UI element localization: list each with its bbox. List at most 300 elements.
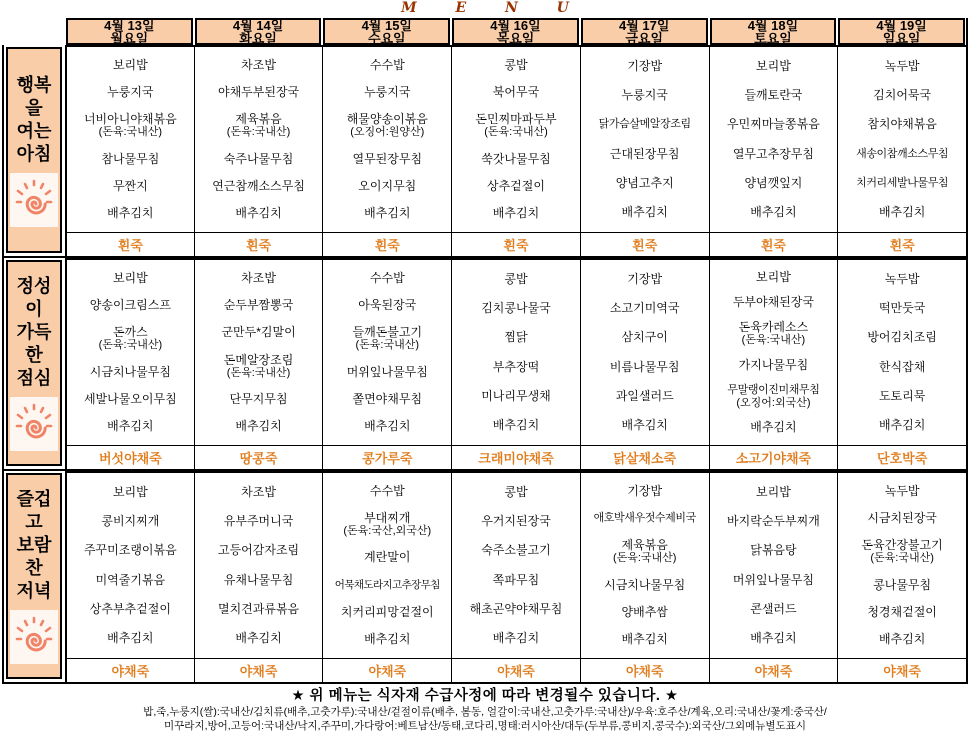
- menu-item: [504, 486, 527, 499]
- menu-item-name: 배추김치: [364, 631, 411, 646]
- origin-note: (돈육:국내산): [870, 552, 934, 565]
- section-label-line: 점심: [16, 368, 52, 388]
- menu-item-name: 콘샐러드: [750, 601, 797, 616]
- section-label-line: 아침: [16, 143, 52, 164]
- menu-item: [616, 177, 674, 190]
- menu-item: [622, 206, 668, 219]
- menu-item-name: 김치어묵국: [873, 88, 932, 103]
- menu-item: [224, 354, 294, 379]
- menu-item-name: 배추김치: [621, 417, 668, 432]
- menu-item: [101, 515, 159, 528]
- origin-note: (돈육:국내산): [741, 334, 806, 347]
- menu-item: [744, 89, 802, 102]
- menu-item-name: 과일샐러드: [615, 388, 674, 403]
- menu-item-name: 미역줄기볶음: [95, 572, 166, 587]
- menu-item: [867, 118, 937, 131]
- menu-item-name: 배추김치: [750, 204, 797, 219]
- menu-item: [627, 60, 662, 73]
- menu-item-name: 근대된장무침: [609, 146, 680, 161]
- menu-item: [879, 206, 925, 219]
- menu-item-name: 고등어감자조림: [217, 543, 300, 558]
- menu-item-name: 시금치나물무침: [89, 364, 171, 379]
- menu-item: [856, 148, 948, 161]
- menu-cell: [451, 45, 580, 232]
- menu-item: [504, 273, 527, 286]
- section-label-cell-dinner: [2, 471, 65, 684]
- origin-note: (돈육:국내산): [98, 339, 163, 352]
- menu-item: [610, 302, 680, 315]
- menu-item: [347, 113, 428, 138]
- menu-item-name: 우민찌마늘쫑볶음: [727, 117, 820, 132]
- menu-item-name: 주꾸미조랭이볶음: [83, 543, 177, 558]
- menu-item-name: 보리밥: [112, 271, 148, 286]
- section-label: [8, 488, 60, 603]
- menu-cell: [65, 471, 194, 658]
- menu-item: [610, 361, 680, 374]
- day-weekday: 금요일: [625, 30, 664, 46]
- menu-item: [885, 485, 920, 498]
- section-label-line: 여는: [16, 120, 52, 141]
- menu-item: [224, 299, 294, 312]
- menu-item-name: 배추김치: [878, 417, 926, 432]
- menu-cell: [322, 45, 451, 232]
- porridge-cell: 흰죽: [837, 232, 966, 258]
- day-date: 4월 14일: [232, 17, 284, 33]
- porridge-cell: 닭살채소죽: [580, 445, 709, 471]
- menu-item: [613, 539, 677, 564]
- menu-item: [594, 512, 696, 525]
- menu-item: [750, 206, 796, 219]
- menu-item-name: 누룽지국: [107, 85, 154, 100]
- menu-item-name: 머위잎나물무침: [346, 364, 428, 379]
- sun-spiral-icon: [10, 610, 58, 664]
- menu-item-name: 삼치구이: [621, 330, 668, 345]
- menu-item: [90, 299, 171, 312]
- menu-item: [727, 118, 820, 131]
- porridge-cell: 흰죽: [194, 232, 323, 258]
- menu-item: [481, 302, 551, 315]
- menu-item: [218, 86, 299, 99]
- menu-item-name: 치커리피망겉절이: [340, 604, 434, 619]
- menu-item-name: 배추김치: [235, 630, 282, 645]
- menu-cell: [580, 471, 709, 658]
- menu-item: [733, 574, 814, 587]
- day-header: [710, 18, 837, 45]
- menu-item: [241, 486, 276, 499]
- menu-cell: [194, 45, 323, 232]
- menu-item-name: 차조밥: [241, 485, 276, 500]
- menu-item-name: 쑥갓나물무침: [481, 151, 551, 166]
- menu-item: [224, 515, 294, 528]
- menu-item: [885, 273, 920, 286]
- day-header: [838, 18, 965, 45]
- menu-item-name: 군만두*김말이: [221, 325, 296, 340]
- menu-item-name: 가지나물무침: [738, 357, 809, 372]
- menu-item: [727, 384, 819, 409]
- menu-item-name: 상추부추겉절이: [89, 601, 171, 616]
- menu-item: [218, 603, 299, 616]
- menu-item-name: 배추김치: [107, 418, 154, 433]
- section-label-cell-lunch: [2, 258, 65, 471]
- menu-item-name: 녹두밥: [884, 484, 920, 499]
- menu-item-name: 유부주머니국: [223, 514, 294, 529]
- menu-cell: [580, 258, 709, 445]
- menu-item-name: 두부야채된장국: [732, 295, 814, 310]
- menu-item-name: 누룽지국: [621, 88, 668, 103]
- menu-cell: [322, 258, 451, 445]
- menu-item: [353, 326, 423, 351]
- sun-spiral-icon: [10, 173, 58, 227]
- menu-item: [84, 544, 177, 557]
- page-title: M E N U: [401, 0, 586, 16]
- menu-item-name: 배추김치: [750, 419, 797, 434]
- porridge-cell: 야채죽: [322, 658, 451, 684]
- menu-item: [90, 603, 171, 616]
- menu-item: [347, 366, 428, 379]
- menu-item: [493, 632, 539, 645]
- menu-item-name: 애호박새우젓수제비국: [593, 512, 696, 525]
- menu-item-name: 돈까스: [112, 325, 148, 340]
- menu-item: [622, 606, 668, 619]
- menu-item-name: 차조밥: [241, 58, 276, 73]
- menu-item: [99, 326, 163, 351]
- menu-item-name: 콩밥: [504, 58, 528, 73]
- menu-item: [750, 544, 796, 557]
- menu-item: [604, 579, 685, 592]
- menu-item-name: 한식잡채: [878, 359, 926, 374]
- origin-note: (오징어:원양산): [350, 126, 425, 139]
- menu-item: [504, 331, 527, 344]
- menu-item-name: 북어무국: [492, 85, 540, 100]
- origin-info-line2: 미꾸라지,방어,고등어:국내산/낙지,주꾸미,가다랑어:베트남산/동태,코다리,명태:러시아산/대두(두부류,콩비지,콩국수):외국산/그외메뉴별도표시: [164, 720, 806, 732]
- menu-item: [750, 603, 796, 616]
- menu-item-name: 도토리묵: [878, 388, 926, 403]
- menu-item: [470, 603, 563, 616]
- menu-item: [622, 331, 668, 344]
- menu-item-name: 계란말이: [364, 550, 411, 565]
- menu-item-name: 보리밥: [756, 270, 791, 285]
- menu-item: [96, 574, 166, 587]
- menu-item-name: 아욱된장국: [358, 298, 417, 313]
- porridge-cell: 야채죽: [580, 658, 709, 684]
- menu-item: [627, 273, 662, 286]
- menu-item-name: 미나리무생채: [481, 388, 551, 403]
- menu-item-name: 상추겉절이: [487, 178, 545, 193]
- corner-cell: [2, 18, 65, 45]
- menu-item-name: 무말랭이진미채무침: [727, 383, 820, 396]
- menu-item-name: 들깨토란국: [744, 88, 803, 103]
- porridge-cell: 흰죽: [65, 232, 194, 258]
- porridge-cell: 크래미야채죽: [451, 445, 580, 471]
- menu-item-name: 배추김치: [878, 204, 926, 219]
- origin-note: (오징어:외국산): [736, 396, 811, 409]
- menu-item: [341, 606, 434, 619]
- origin-note: (돈육:국내산): [226, 366, 291, 379]
- menu-item-name: 쫄면야채무침: [352, 391, 423, 406]
- day-date: 4월 17일: [618, 17, 670, 33]
- menu-item: [212, 180, 305, 193]
- menu-item: [487, 180, 545, 193]
- porridge-cell: 흰죽: [709, 232, 838, 258]
- menu-item-name: 양념고추지: [615, 175, 674, 190]
- day-weekday: 화요일: [239, 30, 277, 46]
- menu-item-name: 단무지무침: [229, 391, 288, 406]
- menu-item: [504, 59, 527, 72]
- menu-item: [364, 86, 410, 99]
- section-label-box: [6, 47, 62, 253]
- menu-cell: [709, 258, 838, 445]
- menu-item: [867, 331, 937, 344]
- menu-item: [101, 153, 159, 166]
- menu-item-name: 양송이크림스프: [89, 298, 171, 313]
- day-header: [66, 18, 193, 45]
- menu-item: [353, 153, 423, 166]
- menu-item-name: 수수밥: [369, 58, 405, 73]
- menu-item-name: 제육볶음: [621, 538, 668, 553]
- section-label-box: [6, 260, 62, 466]
- menu-item-name: 배추김치: [235, 205, 282, 220]
- menu-item: [230, 393, 288, 406]
- day-header: [323, 18, 450, 45]
- menu-item-name: 배추김치: [750, 630, 797, 645]
- menu-item-name: 배추김치: [364, 418, 411, 433]
- menu-item: [856, 177, 948, 190]
- menu-cell: [322, 471, 451, 658]
- menu-item-name: 기장밥: [627, 272, 663, 287]
- menu-item-name: 콩밥: [504, 272, 528, 287]
- menu-item: [627, 485, 662, 498]
- menu-item: [879, 390, 925, 403]
- menu-item-name: 부대찌개: [364, 511, 411, 526]
- menu-item: [879, 302, 925, 315]
- menu-item: [756, 271, 791, 284]
- menu-item-name: 연근참깨소스무침: [212, 178, 305, 193]
- porridge-cell: 흰죽: [580, 232, 709, 258]
- porridge-cell: 흰죽: [451, 232, 580, 258]
- menu-item-name: 녹두밥: [884, 59, 920, 74]
- menu-item-name: 해초곤약야채무침: [469, 601, 563, 616]
- menu-item: [235, 420, 281, 433]
- menu-item: [227, 113, 291, 138]
- menu-table: [2, 18, 968, 684]
- day-weekday: 토요일: [754, 30, 792, 46]
- menu-item: [885, 60, 920, 73]
- menu-cell: [451, 471, 580, 658]
- menu-item: [113, 272, 148, 285]
- menu-item-name: 시금치된장국: [867, 511, 937, 526]
- sun-spiral-icon: [10, 397, 58, 451]
- menu-item: [733, 296, 814, 309]
- menu-item: [364, 551, 410, 564]
- menu-item-name: 바지락순두부찌개: [727, 514, 820, 529]
- menu-item: [622, 89, 668, 102]
- menu-item: [867, 512, 937, 525]
- menu-item-name: 참치야채볶음: [867, 117, 937, 132]
- origin-note: (돈육:국내산): [484, 126, 548, 139]
- menu-item: [84, 113, 177, 138]
- menu-item-name: 배추김치: [235, 418, 282, 433]
- menu-item-name: 돈육간장불고기: [861, 538, 943, 553]
- menu-cell: [837, 471, 966, 658]
- menu-item: [867, 606, 937, 619]
- menu-item: [739, 359, 809, 372]
- menu-item-name: 시금치나물무침: [604, 577, 686, 592]
- menu-item-name: 닭볶음탕: [750, 543, 797, 558]
- day-weekday: 일요일: [882, 30, 921, 46]
- menu-item-name: 배추김치: [492, 417, 540, 432]
- menu-item-name: 우거지된장국: [481, 514, 551, 529]
- menu-item: [224, 574, 294, 587]
- day-header: [195, 18, 322, 45]
- porridge-cell: 야채죽: [451, 658, 580, 684]
- menu-item: [744, 177, 802, 190]
- day-date: 4월 16일: [490, 17, 541, 33]
- menu-item: [364, 207, 410, 220]
- menu-item-name: 머위잎나물무침: [732, 572, 814, 587]
- menu-item-name: 수수밥: [369, 271, 405, 286]
- menu-item-name: 숙주나물무침: [223, 151, 294, 166]
- menu-item-name: 차조밥: [241, 271, 276, 286]
- day-date: 4월 18일: [747, 17, 799, 33]
- menu-item-name: 보리밥: [756, 59, 791, 74]
- menu-item-name: 배추김치: [492, 630, 540, 645]
- porridge-cell: 콩가루죽: [322, 445, 451, 471]
- menu-item: [727, 515, 820, 528]
- porridge-cell: 소고기야채죽: [709, 445, 838, 471]
- menu-item: [493, 361, 539, 374]
- menu-item-name: 비름나물무침: [609, 359, 680, 374]
- menu-item-name: 기장밥: [627, 484, 663, 499]
- menu-item-name: 열무고추장무침: [732, 146, 814, 161]
- menu-item: [750, 632, 796, 645]
- menu-item: [616, 390, 674, 403]
- menu-item-name: 숙주소불고기: [481, 543, 551, 558]
- menu-item: [475, 113, 556, 138]
- menu-item-name: 보리밥: [112, 485, 148, 500]
- menu-cell: [65, 258, 194, 445]
- menu-item-name: 청경채겉절이: [867, 604, 937, 619]
- menu-item: [599, 118, 691, 131]
- menu-item: [622, 419, 668, 432]
- menu-cell: [709, 471, 838, 658]
- menu-item-name: 돈메알장조림: [223, 352, 294, 367]
- day-header: [452, 18, 579, 45]
- menu-item: [107, 207, 153, 220]
- menu-item: [113, 180, 148, 193]
- menu-item: [84, 393, 177, 406]
- porridge-cell: 야채죽: [194, 658, 323, 684]
- menu-item: [90, 366, 171, 379]
- menu-item: [241, 272, 276, 285]
- porridge-cell: 버섯야채죽: [65, 445, 194, 471]
- menu-item-name: 소고기미역국: [609, 301, 680, 316]
- menu-item: [750, 421, 796, 434]
- menu-item: [739, 321, 809, 346]
- section-label: [8, 74, 60, 166]
- menu-item-name: 수수밥: [369, 484, 405, 499]
- menu-item: [493, 574, 539, 587]
- menu-item-name: 제육볶음: [235, 112, 282, 127]
- menu-item: [481, 544, 551, 557]
- origin-note: (돈육:국산,외국산): [343, 525, 432, 538]
- menu-item-name: 배추김치: [621, 204, 668, 219]
- menu-item: [364, 420, 410, 433]
- menu-item: [481, 515, 551, 528]
- menu-item-name: 들깨돈불고기: [352, 325, 423, 340]
- menu-item: [873, 579, 931, 592]
- menu-item-name: 누룽지국: [364, 85, 411, 100]
- menu-item: [107, 86, 153, 99]
- section-label-line: 즐겁고: [16, 489, 52, 532]
- change-notice: ★ 위 메뉴는 식자재 수급사정에 따라 변경될수 있습니다. ★: [291, 688, 679, 704]
- menu-item: [113, 486, 148, 499]
- menu-cell: [194, 258, 323, 445]
- menu-item: [879, 633, 925, 646]
- footer: [0, 684, 970, 733]
- menu-item-name: 보리밥: [112, 58, 148, 73]
- menu-cell: [580, 45, 709, 232]
- porridge-cell: 땅콩죽: [194, 445, 323, 471]
- day-weekday: 목요일: [496, 30, 535, 46]
- origin-note: (돈육:국내산): [98, 126, 163, 139]
- day-header: [581, 18, 708, 45]
- section-label-line: 가득한: [16, 322, 52, 365]
- menu-item: [756, 486, 791, 499]
- menu-item: [113, 59, 148, 72]
- origin-note: (돈육:국내산): [355, 339, 420, 352]
- menu-cell: [837, 258, 966, 445]
- menu-item: [879, 419, 925, 432]
- menu-item: [879, 361, 925, 374]
- menu-item-name: 김치콩나물국: [481, 301, 551, 316]
- menu-item-name: 참나물무침: [101, 151, 160, 166]
- menu-item-name: 어묵채도라지고추장무침: [334, 578, 440, 591]
- menu-item: [756, 60, 791, 73]
- menu-item-name: 돈육카레소스: [738, 320, 809, 335]
- menu-item-name: 멸치견과류볶음: [217, 601, 300, 616]
- menu-item-name: 콩밥: [504, 485, 528, 500]
- menu-item-name: 떡만둣국: [878, 301, 926, 316]
- menu-item-name: 너비아니야채볶음: [83, 112, 177, 127]
- porridge-cell: 단호박죽: [837, 445, 966, 471]
- menu-item: [224, 153, 294, 166]
- menu-item-name: 찜닭: [504, 330, 528, 345]
- menu-item: [235, 207, 281, 220]
- menu-cell: [837, 45, 966, 232]
- menu-item: [370, 272, 405, 285]
- section-label: [8, 275, 60, 390]
- menu-item-name: 세발나물오이무침: [83, 391, 177, 406]
- menu-item-name: 녹두밥: [884, 272, 920, 287]
- section-label-cell-breakfast: [2, 45, 65, 258]
- menu-item: [358, 299, 416, 312]
- menu-item-name: 닭가슴살메알장조림: [598, 118, 691, 131]
- menu-item: [107, 420, 153, 433]
- menu-cell: [709, 45, 838, 232]
- menu-item-name: 기장밥: [627, 59, 663, 74]
- day-weekday: 수요일: [367, 30, 406, 46]
- menu-item: [481, 390, 551, 403]
- menu-item-name: 무짠지: [112, 178, 148, 193]
- menu-cell: [194, 471, 323, 658]
- menu-item-name: 배추김치: [364, 205, 411, 220]
- menu-item-name: 양념깻잎지: [744, 175, 803, 190]
- porridge-cell: 야채죽: [709, 658, 838, 684]
- menu-item-name: 치커리세발나물무침: [856, 176, 949, 189]
- menu-item: [370, 59, 405, 72]
- section-label-box: [6, 473, 62, 679]
- menu-item-name: 방어김치조림: [867, 330, 937, 345]
